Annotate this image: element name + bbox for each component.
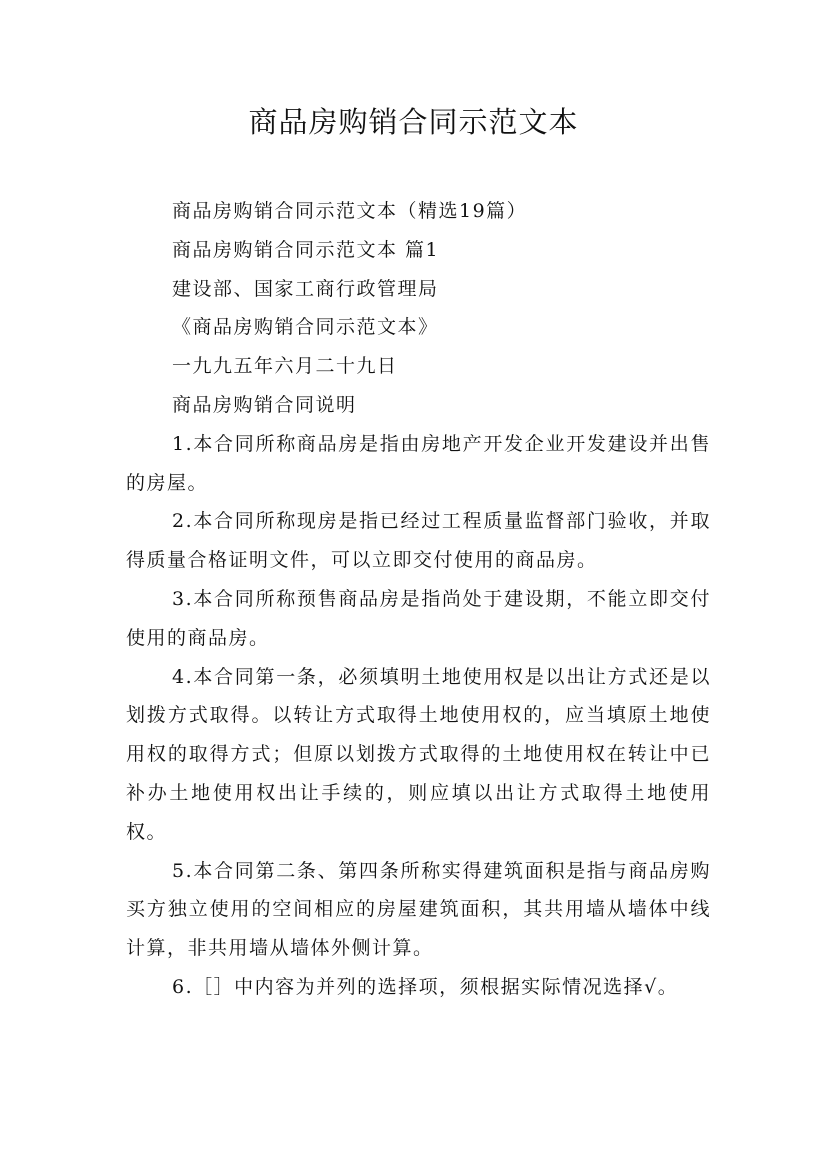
clause-paragraph-4: 4.本合同第一条，必须填明土地使用权是以出让方式还是以划拨方式取得。以转让方式取得土地使用权的，应当填原土地使用权的取得方式；但原以划拨方式取得的土地使用权在转让中已补办土地使用权出让手续的，则应填以出让方式取得土地使用权。 bbox=[126, 665, 711, 843]
clause-paragraph-1: 1.本合同所称商品房是指由房地产开发企业开发建设并出售的房屋。 bbox=[126, 432, 711, 494]
clause-paragraph-6: 6.［］中内容为并列的选择项，须根据实际情况选择√。 bbox=[172, 975, 679, 998]
issuer-line: 建设部、国家工商行政管理局 bbox=[172, 277, 439, 300]
subtitle-line: 商品房购销合同示范文本（精选19篇） bbox=[172, 200, 528, 222]
explanation-heading: 商品房购销合同说明 bbox=[172, 393, 357, 416]
clause-paragraph-3: 3.本合同所称预售商品房是指尚处于建设期，不能立即交付使用的商品房。 bbox=[126, 587, 711, 649]
document-body bbox=[126, 192, 711, 1007]
section-heading: 商品房购销合同示范文本 篇1 bbox=[172, 238, 440, 261]
clause-paragraph-5: 5.本合同第二条、第四条所称实得建筑面积是指与商品房购买方独立使用的空间相应的房屋建筑面积，其共用墙从墙体中线计算，非共用墙从墙体外侧计算。 bbox=[126, 859, 711, 960]
document-name-line: 《商品房购销合同示范文本》 bbox=[172, 316, 439, 339]
clause-paragraph-2: 2.本合同所称现房是指已经过工程质量监督部门验收，并取得质量合格证明文件，可以立即交付使用的商品房。 bbox=[126, 510, 711, 572]
date-line: 一九九五年六月二十九日 bbox=[172, 355, 398, 378]
document-title: 商品房购销合同示范文本 bbox=[248, 105, 579, 139]
